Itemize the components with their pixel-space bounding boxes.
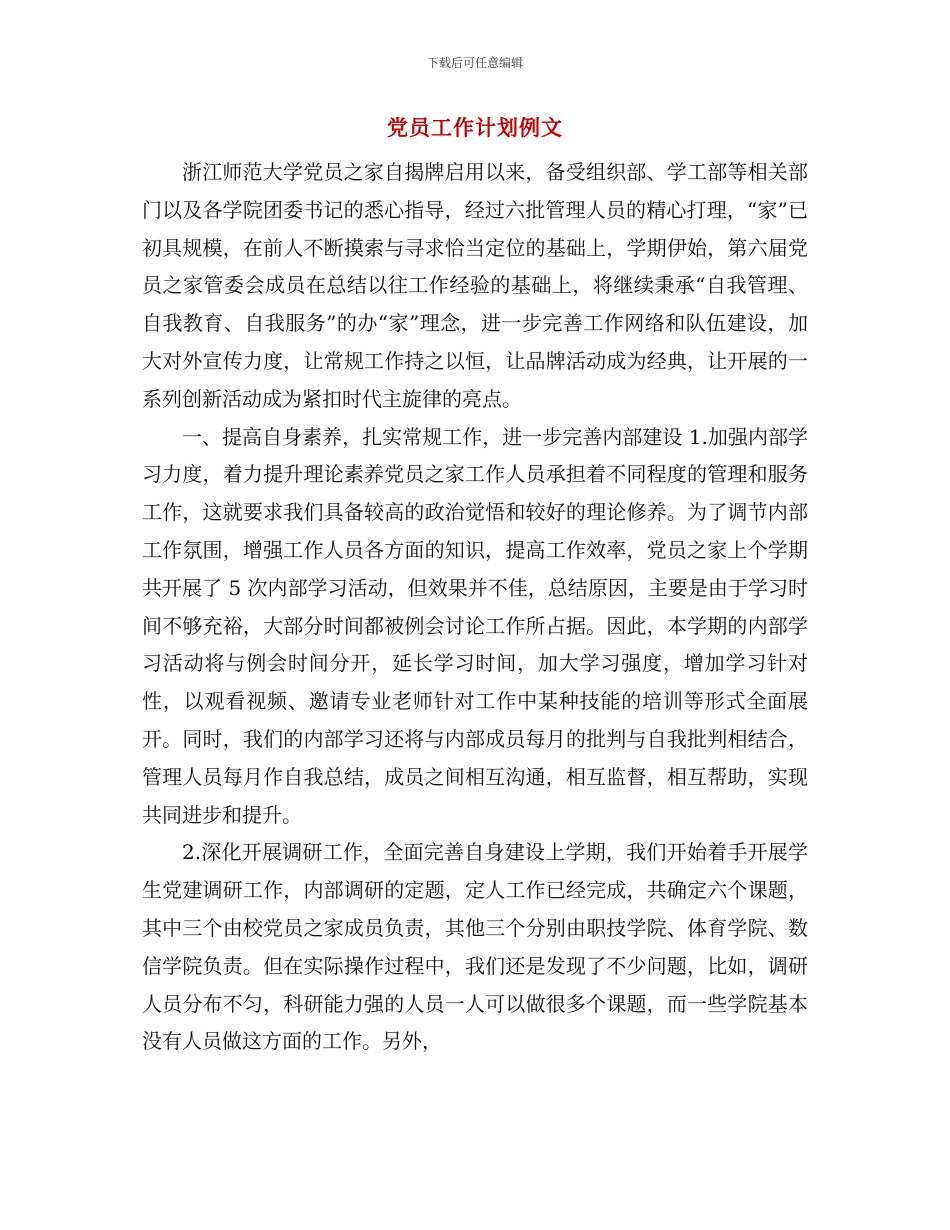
document-body: [142, 154, 808, 1061]
page-header-note: 下载后可任意编辑: [426, 56, 523, 70]
paragraph-research-work: 2.深化开展调研工作，全面完善自身建设上学期，我们开始着手开展学生党建调研工作，内部调研的定题，定人工作已经完成，共确定六个课题，其中三个由校党员之家成员负责，其他三个分别由职技学院、体育学院、数信学院负责。但在实际操作过程中，我们还是发现了不少问题，比如，调研人员分布不匀，科研能力强的人员一人可以做很多个课题，而一些学院基本没有人员做这方面的工作。另外，: [142, 840, 808, 1054]
paragraph-section-one: 一、提高自身素养，扎实常规工作，进一步完善内部建设 1.加强内部学习力度，着力提升理论素养党员之家工作人员承担着不同程度的管理和服务工作，这就要求我们具备较高的政治觉悟和较好的理论修养。为了调节内部工作氛围，增强工作人员各方面的知识，提高工作效率，党员之家上个学期共开展了 5 次内部学习活动，但效果并不佳，总结原因，主要是由于学习时间不够充裕，大部分时间都被例会讨论工作所占据。因此，本学期的内部学习活动将与例会时间分开，延长学习时间，加大学习强度，增加学习针对性，以观看视频、邀请专业老师针对工作中某种技能的培训等形式全面展开。同时，我们的内部学习还将与内部成员每月的批判与自我批判相结合，管理人员每月作自我总结，成员之间相互沟通，相互监督，相互帮助，实现共同进步和提升。: [142, 424, 808, 827]
paragraph-intro: 浙江师范大学党员之家自揭牌启用以来，备受组织部、学工部等相关部门以及各学院团委书记的悉心指导，经过六批管理人员的精心打理，“家”已初具规模，在前人不断摸索与寻求恰当定位的基础上，学期伊始，第六届党员之家管委会成员在总结以往工作经验的基础上，将继续秉承“自我管理、自我教育、自我服务”的办“家”理念，进一步完善工作网络和队伍建设，加大对外宣传力度，让常规工作持之以恒，让品牌活动成为经典，让开展的一系列创新活动成为紧扣时代主旋律的亮点。: [142, 160, 808, 411]
document-title: 党员工作计划例文: [387, 115, 563, 140]
